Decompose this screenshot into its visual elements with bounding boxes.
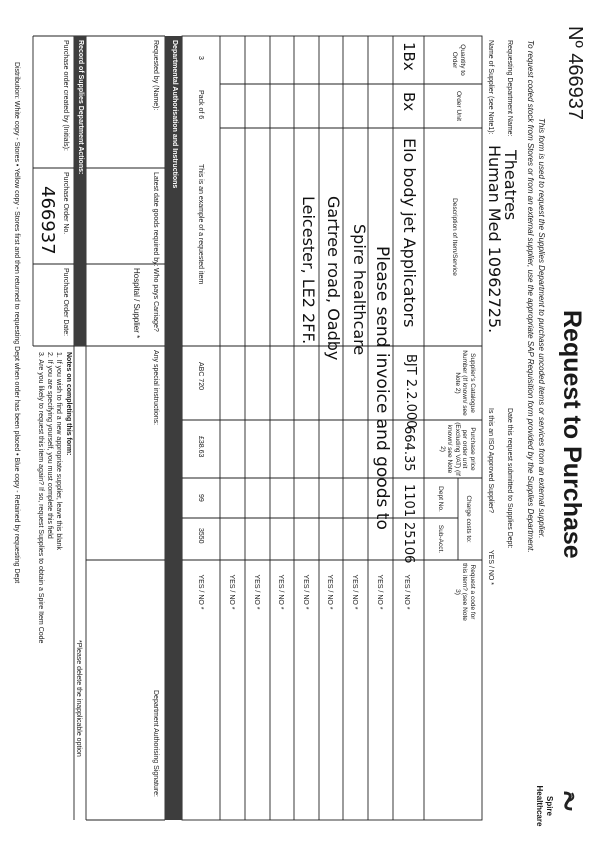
- notes-heading: Notes on completing this form:: [65, 352, 72, 456]
- po-date-label: Purchase Order Date:: [62, 268, 69, 337]
- example-cat: ABC 720: [197, 362, 204, 391]
- example-price: £38.63: [197, 436, 204, 458]
- who-pays-label: Who pays Carriage?: [152, 268, 159, 332]
- note-2: 2. If you are specifying yourself, you must complete this field: [46, 352, 53, 539]
- row1-price[interactable]: 664.35: [401, 426, 416, 472]
- delete-note: *Please delete the inapplicable option: [75, 640, 82, 757]
- example-qty: 3: [197, 56, 204, 60]
- serial-number: Nº 466937: [564, 26, 586, 121]
- col-header-sub-acct: Sub-Acct.: [437, 524, 444, 554]
- requested-by-label: Requested by (Name):: [152, 40, 159, 111]
- po-number-value[interactable]: 466937: [37, 186, 58, 255]
- row1-sub-acct[interactable]: 25106: [401, 522, 416, 564]
- page-title: Request to Purchase: [558, 310, 586, 559]
- example-dept-no: 99: [197, 494, 204, 502]
- po-number-label: Purchase Order No.: [62, 172, 69, 235]
- col-header-code: Request a code for this item? (see Note 3): [454, 563, 476, 621]
- code-option-row2[interactable]: YES / NO *: [376, 574, 383, 610]
- col-header-unit: Order Unit: [455, 91, 462, 121]
- col-header-desc: Description of Item/Service: [451, 198, 458, 276]
- col-header-price: Purchase price per order unit (Excluding VAT) (If known/ see Note 2): [439, 422, 476, 476]
- iso-options[interactable]: YES / NO *: [487, 550, 494, 586]
- latest-date-label: Latest date goods required by:: [152, 172, 159, 267]
- supplies-heading: Record of Supplies Department Actions:: [77, 40, 84, 175]
- row1-qty[interactable]: 1Bx: [400, 42, 418, 71]
- example-code: YES / NO *: [197, 574, 204, 610]
- intro-line-2: To request coded stock from Stores or from an external supplier, use the appropriate SAP Requisition form provided by the Supplies Department.: [526, 40, 535, 553]
- signature-label: Department Authorising Signature:: [152, 690, 159, 798]
- example-desc: This is an example of a requested item: [197, 164, 204, 285]
- brand-name: Spire Healthcare: [535, 785, 554, 827]
- example-sub-acct: 3550: [197, 528, 204, 544]
- dept-value[interactable]: Theatres: [501, 150, 520, 221]
- supplier-label: Name of Supplier (see Note1):: [487, 40, 494, 135]
- col-header-charge: Charge costs to:: [465, 495, 472, 543]
- handwritten-note-line-2: Spire healthcare: [350, 224, 369, 356]
- row1-cat[interactable]: BJT 2.2.000: [403, 354, 418, 429]
- row1-unit[interactable]: Bx: [400, 92, 418, 112]
- note-3: 3. Are you likely to request this item again? If so, request Supplies to obtain a Spire Item Code: [37, 352, 44, 644]
- code-option-row6[interactable]: YES / NO *: [277, 574, 284, 610]
- code-option-row3[interactable]: YES / NO *: [351, 574, 358, 610]
- col-header-cat: Supplier's Catalogue Number (If known/ see Note 2): [454, 350, 476, 416]
- date-sent-label: Date this request submitted to Supplies Dept:: [506, 408, 513, 549]
- special-instructions-label: Any special instructions:: [152, 350, 159, 426]
- handwritten-note-line-1: Please send invoice and goods to: [372, 246, 392, 530]
- dept-label: Requesting Department Name:: [506, 40, 513, 137]
- handwritten-note-line-3: Gartree road, Oadby: [324, 196, 343, 361]
- supplier-value[interactable]: Human Med 10962725.: [485, 145, 504, 334]
- auth-heading: Departmental Authorisation and Instructions: [171, 40, 178, 189]
- col-header-dept-no: Dept No.: [437, 486, 444, 512]
- code-option-row1[interactable]: YES / NO *: [403, 574, 410, 610]
- note-1: 1. If you wish to find a new appropriate supplier, leave this blank: [55, 352, 62, 551]
- handwritten-note-line-4: Leicester, LE2 2FF.: [299, 196, 318, 345]
- code-option-row4[interactable]: YES / NO *: [326, 574, 333, 610]
- row1-desc[interactable]: Elo body jet Applicators: [400, 138, 419, 328]
- code-option-row8[interactable]: YES / NO *: [228, 574, 235, 610]
- po-created-label: Purchase order created by (Initials):: [62, 40, 69, 151]
- code-option-row5[interactable]: YES / NO *: [302, 574, 309, 610]
- iso-label: Is this an ISO Approved Supplier?: [487, 408, 494, 514]
- col-header-qty: Quantity to Order: [451, 44, 466, 76]
- example-unit: Pack of 6: [197, 90, 204, 120]
- who-pays-options[interactable]: Hospital / Supplier *: [132, 268, 141, 339]
- distribution-note: Distribution: White copy - Stores • Yellow copy - Stores first and then returned to requesting Dept when order has been placed • Blue copy - Retained by requesting Dept: [13, 62, 20, 584]
- intro-line-1: This form is used to request the Supplies Department to purchase uncoded items or services from an external supplier.: [537, 118, 546, 539]
- code-option-row7[interactable]: YES / NO *: [253, 574, 260, 610]
- row1-dept-no[interactable]: 1101: [401, 484, 416, 518]
